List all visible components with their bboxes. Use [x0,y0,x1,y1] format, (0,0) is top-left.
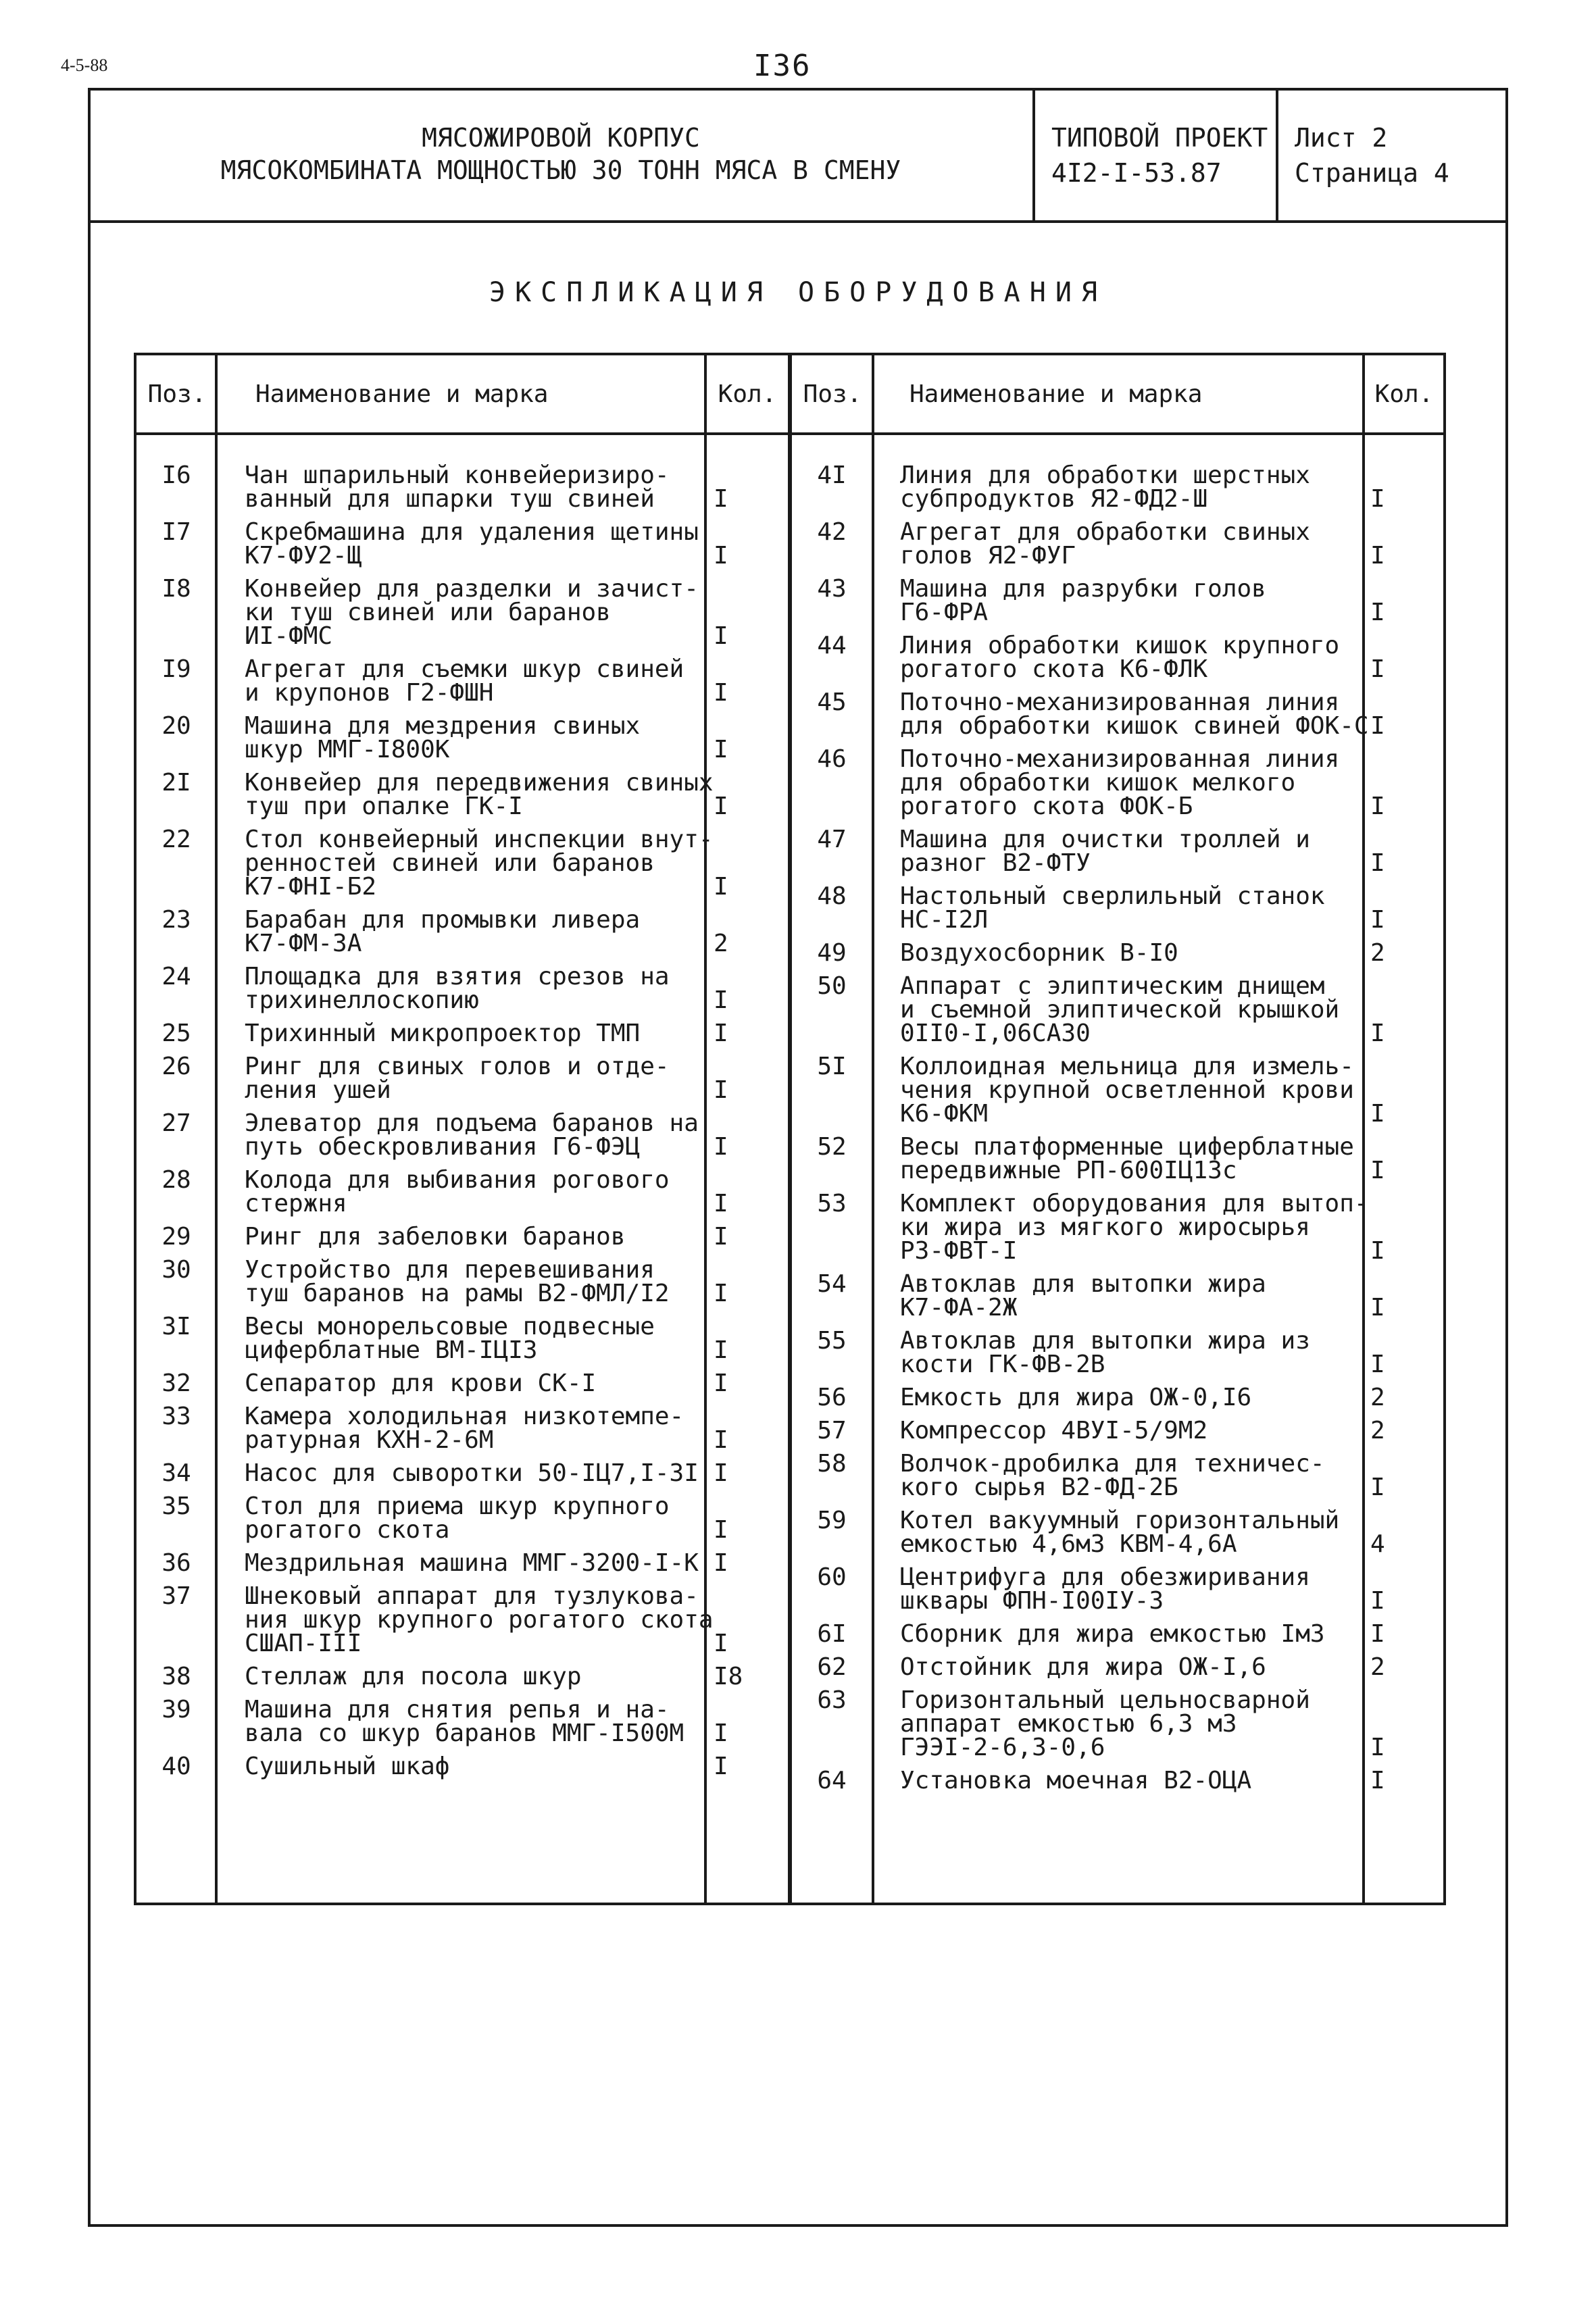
title-block-divider [88,220,1508,223]
row-position: 49 [817,939,847,967]
row-name: Сборник для жира емкостью Iм3 [900,1620,1325,1648]
row-position: 36 [161,1549,191,1577]
row-quantity: I [714,1426,728,1454]
row-position: 55 [817,1327,847,1355]
row-position: 54 [817,1270,847,1298]
row-position: 26 [161,1053,191,1080]
header-pos-right: Поз. [803,380,862,408]
page-number: I36 [753,49,812,83]
row-position: 56 [817,1384,847,1411]
row-position: 57 [817,1417,847,1444]
row-quantity: I [1370,1157,1385,1184]
row-name: Конвейер для разделки и зачист- ки туш свиней или баранов ИI-ФМС [245,575,699,650]
header-name-right: Наименование и марка [909,380,1203,408]
row-position: 64 [817,1767,847,1794]
row-quantity: I [714,1336,728,1364]
row-quantity: I [714,1516,728,1544]
row-name: Воздухосборник В-I0 [900,939,1178,967]
row-name: Площадка для взятия срезов на трихинеллоскопию [245,963,670,1014]
row-quantity: I [1370,1294,1385,1322]
row-position: 46 [817,745,847,773]
row-quantity: I [1370,1767,1385,1794]
row-position: 6I [817,1620,847,1648]
row-name: Линия обработки кишок крупного рогатого скота К6-ФЛК [900,632,1340,683]
row-position: 53 [817,1190,847,1217]
row-name: Ринг для свиных голов и отде- ления ушей [245,1053,670,1104]
row-name: Стол для приема шкур крупного рогатого скота [245,1492,670,1544]
row-quantity: I [714,986,728,1014]
row-name: Машина для очистки троллей и разног В2-ФТУ [900,826,1310,877]
row-position: 40 [161,1753,191,1780]
row-quantity: I [714,1630,728,1657]
header-name-left: Наименование и марка [255,380,549,408]
header-qty-right: Кол. [1374,380,1434,408]
row-position: 43 [817,575,847,603]
row-name: Настольный сверлильный станок НС-I2Л [900,882,1325,934]
row-position: I8 [161,575,191,603]
row-name: Скребмашина для удаления щетины К7-ФУ2-Щ [245,518,699,570]
row-name: Котел вакуумный горизонтальный емкостью 4,6м3 КВМ-4,6А [900,1507,1340,1558]
row-position: 4I [817,461,847,489]
row-position: 38 [161,1663,191,1690]
row-quantity: I [1370,1100,1385,1128]
row-quantity: I [1370,712,1385,740]
title-line-1: МЯСОЖИРОВОЙ КОРПУС [422,123,700,153]
row-position: 63 [817,1686,847,1714]
row-quantity: I [1370,906,1385,934]
row-quantity: I [714,736,728,763]
row-name: Установка моечная В2-ОЦА [900,1767,1252,1794]
document-title [95,122,1027,186]
row-quantity: I [714,622,728,650]
row-position: 50 [817,972,847,1000]
row-name: Барабан для промывки ливера К7-ФМ-3А [245,906,641,957]
row-name: Поточно-механизированная линия для обработки кишок свиней ФОК-С [900,688,1369,740]
row-name: Поточно-механизированная линия для обработки кишок мелкого рогатого скота ФОК-Б [900,745,1340,820]
title-block-separator [1032,88,1035,222]
row-quantity: I8 [714,1663,743,1690]
row-quantity: I [714,1190,728,1217]
row-name: Весы платформенные циферблатные передвижные РП-600IЦ13с [900,1133,1354,1184]
row-quantity: I [714,1076,728,1104]
table-column-divider [1362,353,1365,1905]
row-position: 24 [161,963,191,990]
row-position: 33 [161,1403,191,1430]
row-position: 44 [817,632,847,659]
row-name: Трихинный микропроектор ТМП [245,1020,641,1047]
row-quantity: I [714,679,728,707]
row-position: 2I [161,769,191,797]
row-position: 39 [161,1696,191,1724]
row-quantity: I [1370,1587,1385,1615]
sheet-stamp [1295,120,1449,191]
row-name: Сушильный шкаф [245,1753,450,1780]
row-position: 45 [817,688,847,716]
header-qty-left: Кол. [718,380,777,408]
row-quantity: I [1370,849,1385,877]
row-quantity: I [714,1459,728,1487]
row-name: Мездрильная машина ММГ-3200-I-К [245,1549,699,1577]
row-quantity: I [1370,1620,1385,1648]
row-quantity: I [714,793,728,820]
row-position: 59 [817,1507,847,1534]
row-name: Машина для снятия репья и на- вала со шкур баранов ММГ-I500М [245,1696,684,1747]
row-position: 20 [161,712,191,740]
row-position: 60 [817,1563,847,1591]
row-name: Насос для сыворотки 50-IЦ7,I-3I [245,1459,699,1487]
explication-title: ЭКСПЛИКАЦИЯ ОБОРУДОВАНИЯ [489,277,1107,308]
row-name: Весы монорельсовые подвесные циферблатные ВМ-IЦI3 [245,1313,655,1364]
row-quantity: I [714,485,728,513]
row-quantity: 2 [1370,1653,1385,1681]
row-position: 32 [161,1369,191,1397]
row-name: Компрессор 4ВУI-5/9М2 [900,1417,1208,1444]
row-name: Шнековый аппарат для тузлукова- ния шкур крупного рогатого скота СШАП-III [245,1582,714,1657]
row-quantity: I [714,1020,728,1047]
sheet-label: Лист 2 [1295,123,1388,153]
table-column-divider [704,353,707,1905]
row-name: Камера холодильная низкотемпе- ратурная КХН-2-6М [245,1403,684,1454]
row-quantity: I [714,1133,728,1161]
row-quantity: I [1370,599,1385,626]
row-position: 62 [817,1653,847,1681]
row-position: I7 [161,518,191,546]
row-name: Центрифуга для обезжиривания шквары ФПН-I00IУ-3 [900,1563,1310,1615]
row-position: 29 [161,1223,191,1251]
row-quantity: I [714,1369,728,1397]
row-name: Агрегат для обработки свиных голов Я2-ФУГ [900,518,1310,570]
row-name: Устройство для перевешивания туш баранов на рамы В2-ФМЛ/I2 [245,1256,670,1307]
project-stamp [1051,120,1268,191]
row-position: 52 [817,1133,847,1161]
row-name: Конвейер для передвижения свиных туш при опалке ГК-I [245,769,714,820]
row-name: Коллоидная мельница для измель- чения крупной осветленной крови К6-ФКМ [900,1053,1354,1128]
table-column-divider [215,353,218,1905]
table-column-divider [872,353,874,1905]
row-position: I6 [161,461,191,489]
row-name: Автоклав для вытопки жира из кости ГК-ФВ-2В [900,1327,1310,1378]
row-position: 42 [817,518,847,546]
row-quantity: I [1370,1351,1385,1378]
row-quantity: I [714,1549,728,1577]
title-block-separator [1276,88,1278,222]
row-quantity: I [1370,793,1385,820]
row-quantity: 2 [1370,1384,1385,1411]
row-quantity: I [1370,1020,1385,1047]
row-name: Ринг для забеловки баранов [245,1223,626,1251]
row-name: Линия для обработки шерстных субпродуктов Я2-ФД2-Ш [900,461,1310,513]
row-quantity: 2 [1370,1417,1385,1444]
row-position: I9 [161,655,191,683]
row-name: Колода для выбивания рогового стержня [245,1166,670,1217]
row-quantity: I [1370,1237,1385,1265]
row-position: 22 [161,826,191,853]
row-quantity: I [714,1753,728,1780]
row-position: 25 [161,1020,191,1047]
row-name: Аппарат с элиптическим днищем и съемной элиптической крышкой 0II0-I,06СА30 [900,972,1340,1047]
row-position: 27 [161,1109,191,1137]
row-position: 48 [817,882,847,910]
row-position: 30 [161,1256,191,1284]
row-quantity: I [1370,1734,1385,1761]
header-pos-left: Поз. [147,380,207,408]
row-name: Емкость для жира ОЖ-0,I6 [900,1384,1252,1411]
row-quantity: I [714,1223,728,1251]
row-name: Автоклав для вытопки жира К7-ФА-2Ж [900,1270,1266,1322]
page-label: Страница 4 [1295,158,1449,188]
title-line-2: МЯСОКОМБИНАТА МОЩНОСТЬЮ 30 ТОНН МЯСА В СМЕНУ [220,155,901,185]
row-name: Волчок-дробилка для техничес- кого сырья В2-ФД-2Б [900,1450,1325,1501]
row-quantity: 2 [1370,939,1385,967]
row-position: 37 [161,1582,191,1610]
row-name: Сепаратор для крови СК-I [245,1369,597,1397]
project-number: 4I2-I-53.87 [1051,158,1222,188]
row-position: 35 [161,1492,191,1520]
row-name: Машина для разрубки голов Г6-ФРА [900,575,1266,626]
row-position: 58 [817,1450,847,1478]
row-name: Чан шпарильный конвейеризиро- ванный для шпарки туш свиней [245,461,670,513]
row-position: 5I [817,1053,847,1080]
row-quantity: I [714,1719,728,1747]
row-position: 3I [161,1313,191,1340]
row-quantity: I [714,542,728,570]
row-position: 47 [817,826,847,853]
row-name: Стол конвейерный инспекции внут- ренностей свиней или баранов К7-ФНI-Б2 [245,826,714,901]
row-position: 23 [161,906,191,934]
row-name: Горизонтальный цельносварной аппарат емкостью 6,3 м3 ГЭЭI-2-6,3-0,6 [900,1686,1310,1761]
row-quantity: 2 [714,930,728,957]
row-quantity: I [1370,542,1385,570]
project-label: ТИПОВОЙ ПРОЕКТ [1051,123,1268,153]
row-name: Отстойник для жира ОЖ-I,6 [900,1653,1266,1681]
row-quantity: I [714,873,728,901]
row-position: 28 [161,1166,191,1194]
row-position: 34 [161,1459,191,1487]
row-quantity: I [1370,1474,1385,1501]
row-name: Стеллаж для посола шкур [245,1663,582,1690]
table-middle-divider [788,353,792,1905]
row-quantity: I [1370,485,1385,513]
row-quantity: 4 [1370,1530,1385,1558]
row-quantity: I [1370,655,1385,683]
row-name: Машина для мездрения свиных шкур ММГ-I800К [245,712,641,763]
row-name: Комплект оборудования для вытоп- ки жира из мягкого жиросырья Р3-ФВТ-I [900,1190,1369,1265]
row-name: Элеватор для подъема баранов на путь обескровливания Г6-ФЭЦ [245,1109,699,1161]
row-quantity: I [714,1280,728,1307]
row-name: Агрегат для съемки шкур свиней и крупонов Г2-ФШН [245,655,684,707]
document-code: 4-5-88 [61,55,108,75]
